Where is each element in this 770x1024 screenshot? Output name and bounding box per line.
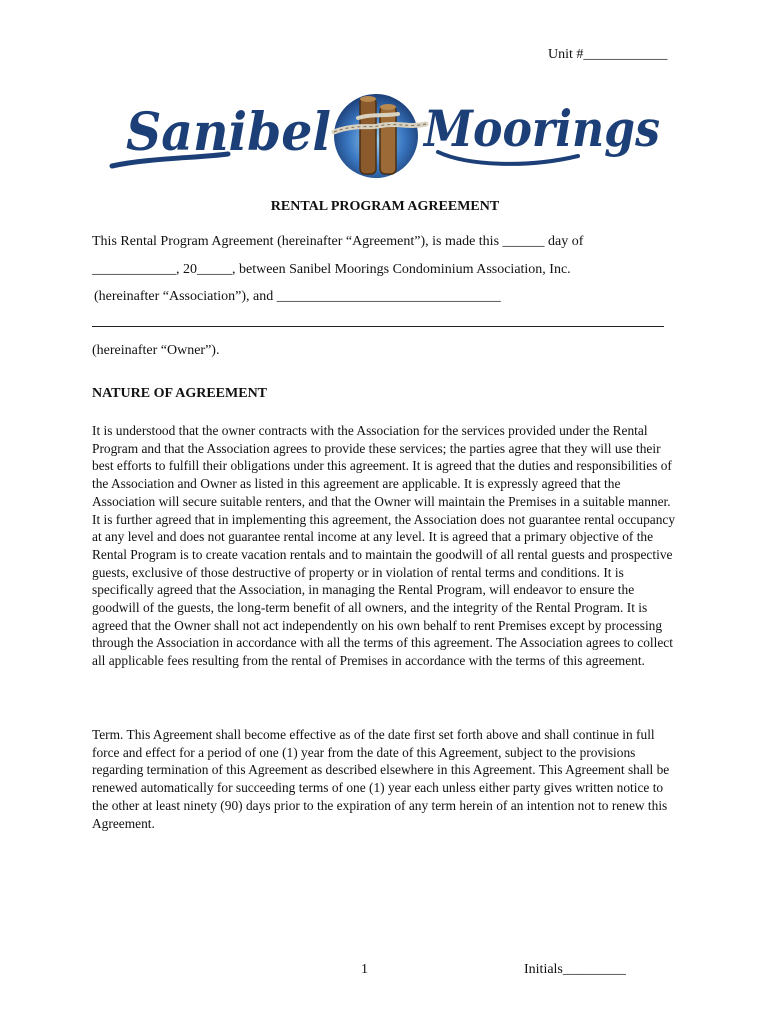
initials-field: Initials_________ bbox=[524, 962, 626, 977]
logo-graphic bbox=[108, 84, 664, 184]
intro-line-1: This Rental Program Agreement (hereinafter “Agreement”), is made this ______ day of bbox=[92, 234, 584, 249]
nature-paragraph: It is understood that the owner contracts with the Association for the services provided under the Rental Program and that the Association agrees to provide these services; the parties agree that they will use their best efforts to fulfill their obligations under this agreement. It is agreed that the duties and responsibilities of the Association and Owner as listed in this agreement are applicable. It is expressly agreed that the Association will secure suitable renters, and that the Owner will maintain the Premises in a suitable manner. It is further agreed that in implementing this agreement, the Association does not guarantee rental occupancy at any level and does not guarantee rental income at any level. It is agreed that a primary objective of the Rental Program is to create vacation rentals and to maintain the goodwill of all rental guests and prospective guests, exclusive of those destructive of property or in violation of rental terms and conditions. It is specifically agreed that the Association, in managing the Rental Program, will endeavor to ensure the goodwill of the guests, the long-term benefit of all owners, and the integrity of the Rental Program. It is agreed that the Owner shall not act independently on his own behalf to rent Premises except by processing through the Association in accordance with all the terms of this agreement. The Association agrees to collect all applicable fees resulting from the rental of Premises in accordance with the terms of this agreement. bbox=[92, 423, 676, 669]
page-number: 1 bbox=[361, 962, 368, 977]
intro-line-4: (hereinafter “Owner”). bbox=[92, 343, 220, 358]
owner-signature-line bbox=[92, 326, 664, 327]
document-title: RENTAL PROGRAM AGREEMENT bbox=[270, 199, 500, 214]
term-paragraph: Term. This Agreement shall become effective as of the date first set forth above and shall continue in full force and effect for a period of one (1) year from the date of this Agreement, subject to the provisions regarding termination of this Agreement as described elsewhere in this Agreement. This Agreement shall be renewed automatically for succeeding terms of one (1) year each unless either party gives written notice to the other at least ninety (90) days prior to the expiration of any term herein of an intention not to renew this Agreement. bbox=[92, 727, 670, 831]
mooring-post-left bbox=[360, 98, 376, 174]
intro-line-2: ____________, 20_____, between Sanibel Moorings Condominium Association, Inc. bbox=[92, 262, 571, 277]
unit-number-field: Unit #____________ bbox=[548, 47, 668, 62]
section-heading: NATURE OF AGREEMENT bbox=[92, 386, 268, 401]
logo-text-sanibel: Sanibel bbox=[126, 102, 331, 163]
logo-text-moorings: Moorings bbox=[422, 99, 660, 158]
intro-line-3: (hereinafter “Association”), and ________________________________ bbox=[94, 289, 501, 304]
sanibel-moorings-logo bbox=[108, 84, 664, 184]
